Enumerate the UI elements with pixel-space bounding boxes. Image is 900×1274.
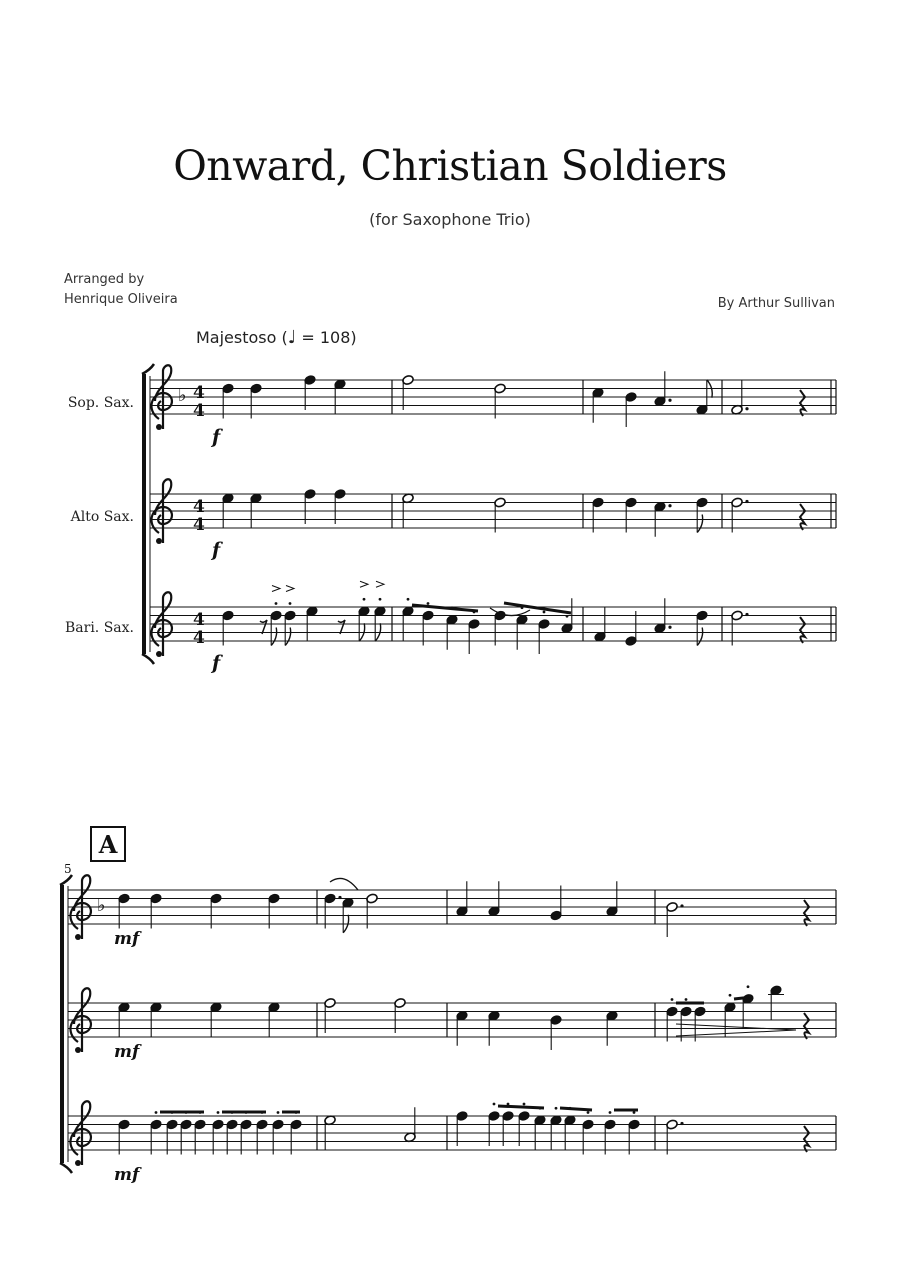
note — [494, 383, 506, 418]
tempo-value: = 108) — [296, 328, 357, 347]
note — [742, 985, 754, 1028]
piece-subtitle: (for Saxophone Trio) — [369, 210, 531, 229]
augmentation-dot — [668, 504, 671, 507]
rest — [804, 1013, 809, 1039]
dynamic-marking: f — [212, 426, 221, 448]
note — [731, 610, 749, 645]
note — [625, 392, 637, 427]
composer-credit: By Arthur Sullivan — [717, 296, 835, 311]
measure-number: 5 — [64, 862, 72, 876]
augmentation-dot — [668, 626, 671, 629]
note-beam — [560, 1108, 592, 1110]
note — [270, 586, 282, 646]
note — [446, 606, 458, 649]
note-beam — [412, 605, 478, 611]
decrescendo-hairpin — [676, 1024, 796, 1036]
note — [696, 497, 708, 532]
svg-text:♭: ♭ — [178, 385, 187, 406]
augmentation-dot — [680, 904, 683, 907]
accent-mark — [286, 586, 294, 592]
slur — [330, 608, 530, 890]
note — [564, 1107, 576, 1150]
staccato-dot — [217, 1111, 220, 1114]
note-beam — [504, 603, 571, 613]
dynamic-marking: mf — [114, 929, 140, 949]
time-sig-bottom: 4 — [193, 515, 205, 535]
flat-icon — [97, 385, 187, 916]
staccato-dot — [747, 985, 750, 988]
note — [334, 489, 346, 524]
staccato-dot — [289, 602, 292, 605]
note-flag — [285, 628, 290, 646]
dynamic-marking: mf — [114, 1042, 140, 1062]
dynamics — [114, 426, 223, 1185]
staccato-dot — [407, 598, 410, 601]
arranger-line-1: Arranged by — [64, 272, 145, 287]
note — [304, 375, 316, 410]
staccato-dot — [543, 611, 546, 614]
rest — [800, 390, 805, 416]
note-flag — [697, 628, 702, 646]
note — [118, 1119, 130, 1154]
instrument-label-baritone: Bari. Sax. — [65, 620, 134, 636]
staccato-dot — [155, 1111, 158, 1114]
note — [666, 902, 684, 937]
rest — [804, 900, 809, 926]
quarter-rest-icon — [804, 900, 809, 926]
note — [696, 610, 708, 645]
note — [694, 1006, 706, 1041]
note — [366, 893, 378, 928]
accent-mark — [360, 581, 368, 587]
rest — [338, 620, 345, 634]
staccato-dot — [277, 1111, 280, 1114]
augmentation-dot — [745, 500, 748, 503]
note — [324, 893, 342, 928]
piece-title: Onward, Christian Soldiers — [173, 142, 727, 190]
staccato-dot — [633, 1111, 636, 1114]
staccato-dot — [685, 998, 688, 1001]
quarter-rest-icon — [800, 617, 805, 643]
note — [550, 1015, 562, 1050]
note — [222, 383, 234, 418]
staccato-dot — [587, 1111, 590, 1114]
staccato-dot — [555, 1107, 558, 1110]
rehearsal-mark: A — [90, 826, 126, 862]
time-signature — [193, 383, 205, 648]
dynamic-marking: f — [212, 539, 221, 561]
note — [304, 489, 316, 524]
note — [268, 893, 280, 928]
augmentation-dot — [668, 399, 671, 402]
time-sig-top: 4 — [193, 610, 205, 630]
augmentation-dot — [680, 1122, 683, 1125]
staccato-dot — [363, 598, 366, 601]
quarter-rest-icon — [804, 1126, 809, 1152]
time-sig-bottom: 4 — [193, 628, 205, 648]
arranger-line-2: Henrique Oliveira — [64, 292, 178, 307]
note — [250, 383, 262, 418]
accent-mark — [272, 586, 280, 592]
staccato-dot — [609, 1111, 612, 1114]
note — [284, 586, 296, 646]
note — [731, 497, 749, 532]
note — [550, 886, 562, 921]
staccato-dot — [729, 994, 732, 997]
note — [394, 998, 406, 1033]
note — [118, 893, 130, 928]
augmentation-dot — [338, 896, 341, 899]
quarter-rest-icon — [804, 1013, 809, 1039]
note — [150, 893, 162, 928]
eighth-rest-icon — [260, 620, 267, 634]
note-beam — [734, 997, 752, 999]
dynamic-marking: mf — [114, 1165, 140, 1185]
augmentation-dot — [745, 613, 748, 616]
instrument-label-soprano: Sop. Sax. — [67, 395, 134, 411]
staccato-dot — [671, 998, 674, 1001]
staves — [68, 380, 836, 1150]
time-sig-top: 4 — [193, 497, 205, 517]
time-sig-bottom: 4 — [193, 401, 205, 421]
quarter-rest-icon — [800, 504, 805, 530]
note — [625, 497, 637, 532]
rest — [260, 620, 267, 634]
note — [402, 375, 414, 410]
tempo-text: Majestoso ( — [196, 328, 288, 347]
staccato-dot — [566, 615, 569, 618]
staccato-dot — [427, 602, 430, 605]
note — [324, 998, 336, 1033]
quarter-note-icon: ♩ — [287, 327, 297, 348]
note-flag — [697, 515, 702, 533]
staccato-dot — [275, 602, 278, 605]
augmentation-dot — [745, 407, 748, 410]
quarter-rest-icon — [800, 390, 805, 416]
note — [494, 497, 506, 532]
note-beam — [498, 1106, 544, 1108]
note-flag — [271, 628, 276, 646]
note — [550, 1107, 562, 1150]
note — [516, 606, 528, 649]
svg-text:♭: ♭ — [97, 895, 106, 916]
staccato-dot — [523, 1103, 526, 1106]
note — [534, 1107, 546, 1150]
staccato-dot — [493, 1103, 496, 1106]
accent-mark — [376, 581, 384, 587]
note — [210, 893, 222, 928]
instrument-label-alto: Alto Sax. — [70, 509, 134, 525]
rest — [804, 1126, 809, 1152]
time-sig-top: 4 — [193, 383, 205, 403]
note — [666, 1119, 684, 1154]
staccato-dot — [379, 598, 382, 601]
note — [456, 1111, 468, 1146]
rest — [800, 617, 805, 643]
rest — [800, 504, 805, 530]
eighth-rest-icon — [338, 620, 345, 634]
note — [592, 497, 604, 532]
dynamic-marking: f — [212, 652, 221, 674]
note — [222, 610, 234, 645]
note — [625, 611, 637, 646]
